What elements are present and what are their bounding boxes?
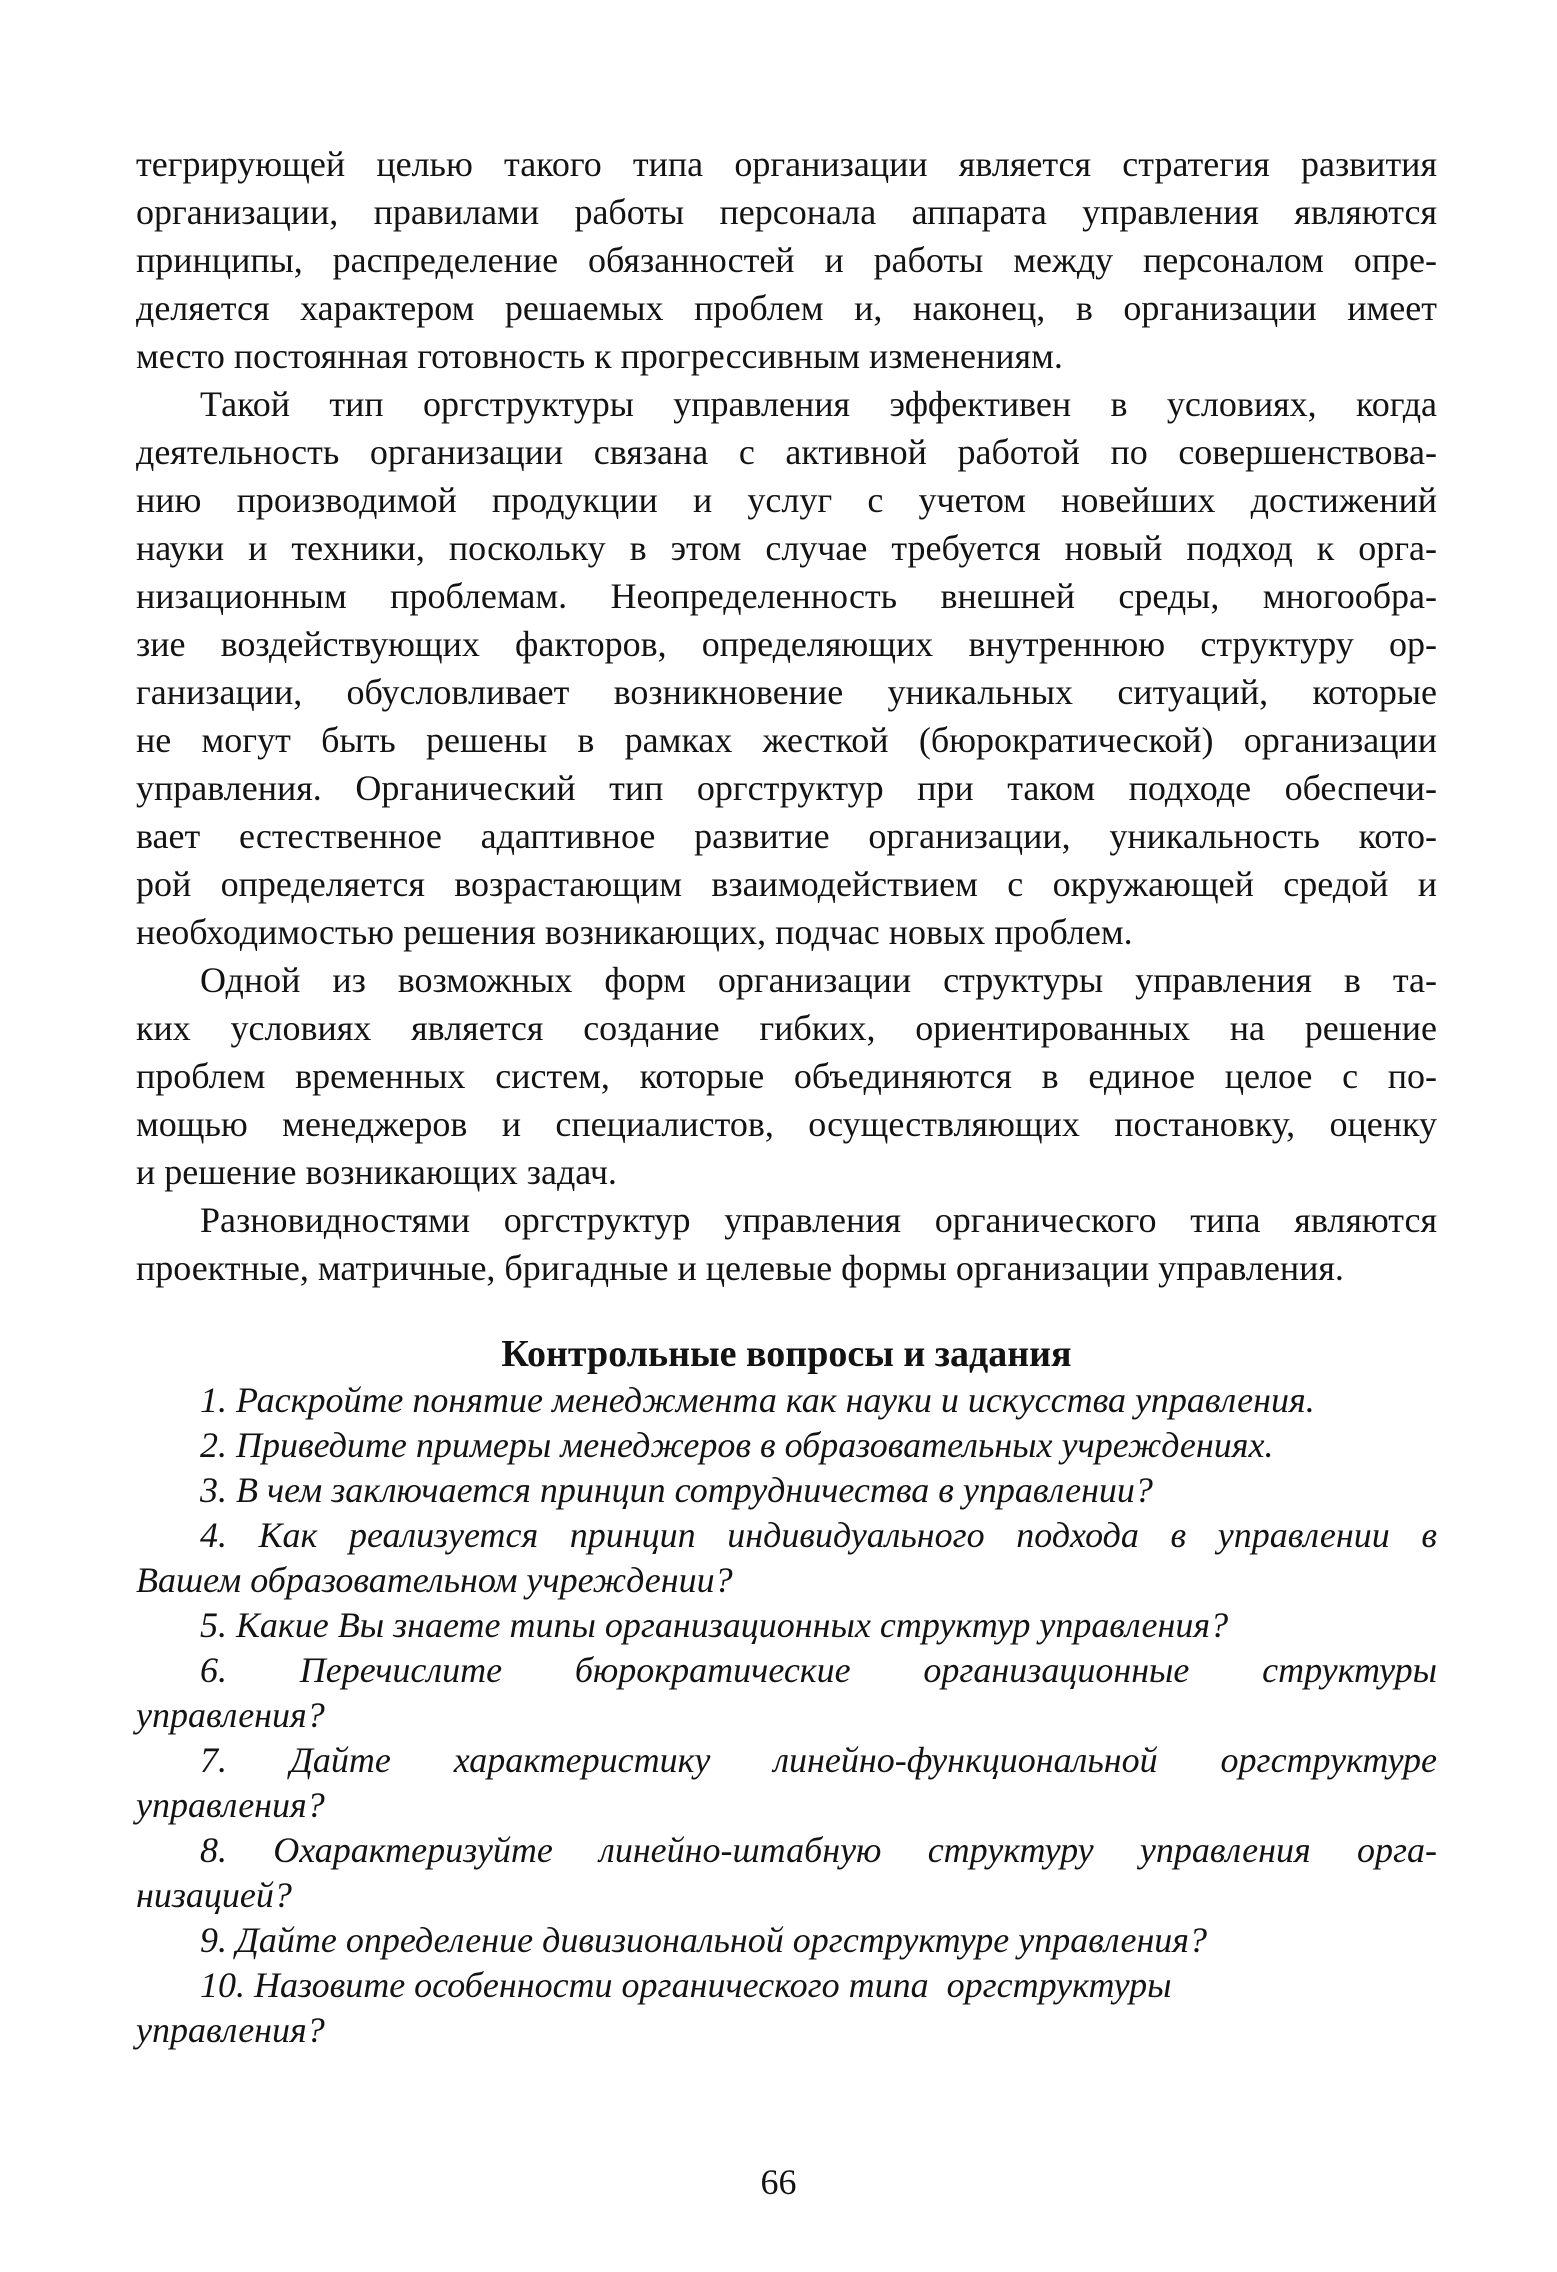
text-line: проектные, матричные, бригадные и целевые формы организации управления. <box>136 1248 1344 1288</box>
question-item <box>136 1828 1437 1918</box>
text-line: управления. Органический тип оргструктур при таком подходе обеспечи- <box>136 768 1437 808</box>
page-number: 66 <box>760 2162 797 2202</box>
text-line: 5. Какие Вы знаете типы организационных структур управления? <box>200 1605 1229 1645</box>
question-item <box>136 1918 1437 1963</box>
text-line: 7. Дайте характеристику линейно-функциональной оргструктуре <box>200 1740 1437 1780</box>
text-line: деятельность организации связана с активной работой по совершенствова- <box>136 432 1437 472</box>
text-line: не могут быть решены в рамках жесткой (бюрократической) организации <box>136 720 1437 760</box>
text-line: принципы, распределение обязанностей и работы между персоналом опре- <box>136 240 1437 280</box>
text-line: мощью менеджеров и специалистов, осуществляющих постановку, оценку <box>136 1104 1437 1144</box>
text-line: 1. Раскройте понятие менеджмента как науки и искусства управления. <box>200 1380 1315 1420</box>
text-line: Такой тип оргструктуры управления эффективен в условиях, когда <box>200 384 1437 424</box>
text-line: место постоянная готовность к прогрессивным изменениям. <box>136 336 1063 376</box>
text-line: 6. Перечислите бюрократические организационные структуры <box>200 1650 1437 1690</box>
paragraph <box>136 1196 1437 1292</box>
text-line: управления? <box>136 1695 325 1735</box>
text-line: 8. Охарактеризуйте линейно-штабную структуру управления орга- <box>200 1830 1437 1870</box>
question-item <box>136 1378 1437 1423</box>
text-line: Разновидностями оргструктур управления органического типа являются <box>200 1200 1437 1240</box>
text-line: ганизации, обусловливает возникновение уникальных ситуаций, которые <box>136 672 1437 712</box>
text-line: 4. Как реализуется принцип индивидуального подхода в управлении в <box>200 1515 1437 1555</box>
text-line: управления? <box>136 2010 325 2050</box>
page-text <box>136 140 1437 2053</box>
text-line: тегрирующей целью такого типа организации является стратегия развития <box>136 144 1437 184</box>
paragraph <box>136 956 1437 1196</box>
text-line: низацией? <box>136 1875 292 1915</box>
text-line: Одной из возможных форм организации структуры управления в та- <box>200 960 1437 1000</box>
text-line: 3. В чем заключается принцип сотрудничества в управлении? <box>200 1470 1153 1510</box>
text-line: вает естественное адаптивное развитие организации, уникальность кото- <box>136 816 1437 856</box>
text-line: организации, правилами работы персонала аппарата управления являются <box>136 192 1437 232</box>
text-line: 10. Назовите особенности органического типа оргструктуры <box>200 1965 1172 2005</box>
question-item <box>136 1423 1437 1468</box>
text-line: 9. Дайте определение дивизиональной оргструктуре управления? <box>200 1920 1208 1960</box>
question-item <box>136 1603 1437 1648</box>
text-line: проблем временных систем, которые объединяются в единое целое с по- <box>136 1056 1437 1096</box>
section-heading: Контрольные вопросы и задания <box>501 1333 1072 1375</box>
text-line: деляется характером решаемых проблем и, наконец, в организации имеет <box>136 288 1437 328</box>
question-item <box>136 1738 1437 1828</box>
text-line: низационным проблемам. Неопределенность внешней среды, многообра- <box>136 576 1437 616</box>
text-line: управления? <box>136 1785 325 1825</box>
text-line: науки и техники, поскольку в этом случае требуется новый подход к орга- <box>136 528 1437 568</box>
question-item <box>136 1513 1437 1603</box>
question-item <box>136 1648 1437 1738</box>
text-line: рой определяется возрастающим взаимодействием с окружающей средой и <box>136 864 1437 904</box>
paragraph <box>136 380 1437 956</box>
text-line: и решение возникающих задач. <box>136 1152 617 1192</box>
paragraph <box>136 140 1437 380</box>
text-line: Вашем образовательном учреждении? <box>136 1560 733 1600</box>
question-item <box>136 1963 1437 2053</box>
text-line: необходимостью решения возникающих, подчас новых проблем. <box>136 912 1133 952</box>
text-line: нию производимой продукции и услуг с учетом новейших достижений <box>136 480 1437 520</box>
text-line: зие воздействующих факторов, определяющих внутреннюю структуру ор- <box>136 624 1437 664</box>
text-line: 2. Приведите примеры менеджеров в образовательных учреждениях. <box>200 1425 1274 1465</box>
question-item <box>136 1468 1437 1513</box>
text-line: ких условиях является создание гибких, ориентированных на решение <box>136 1008 1437 1048</box>
